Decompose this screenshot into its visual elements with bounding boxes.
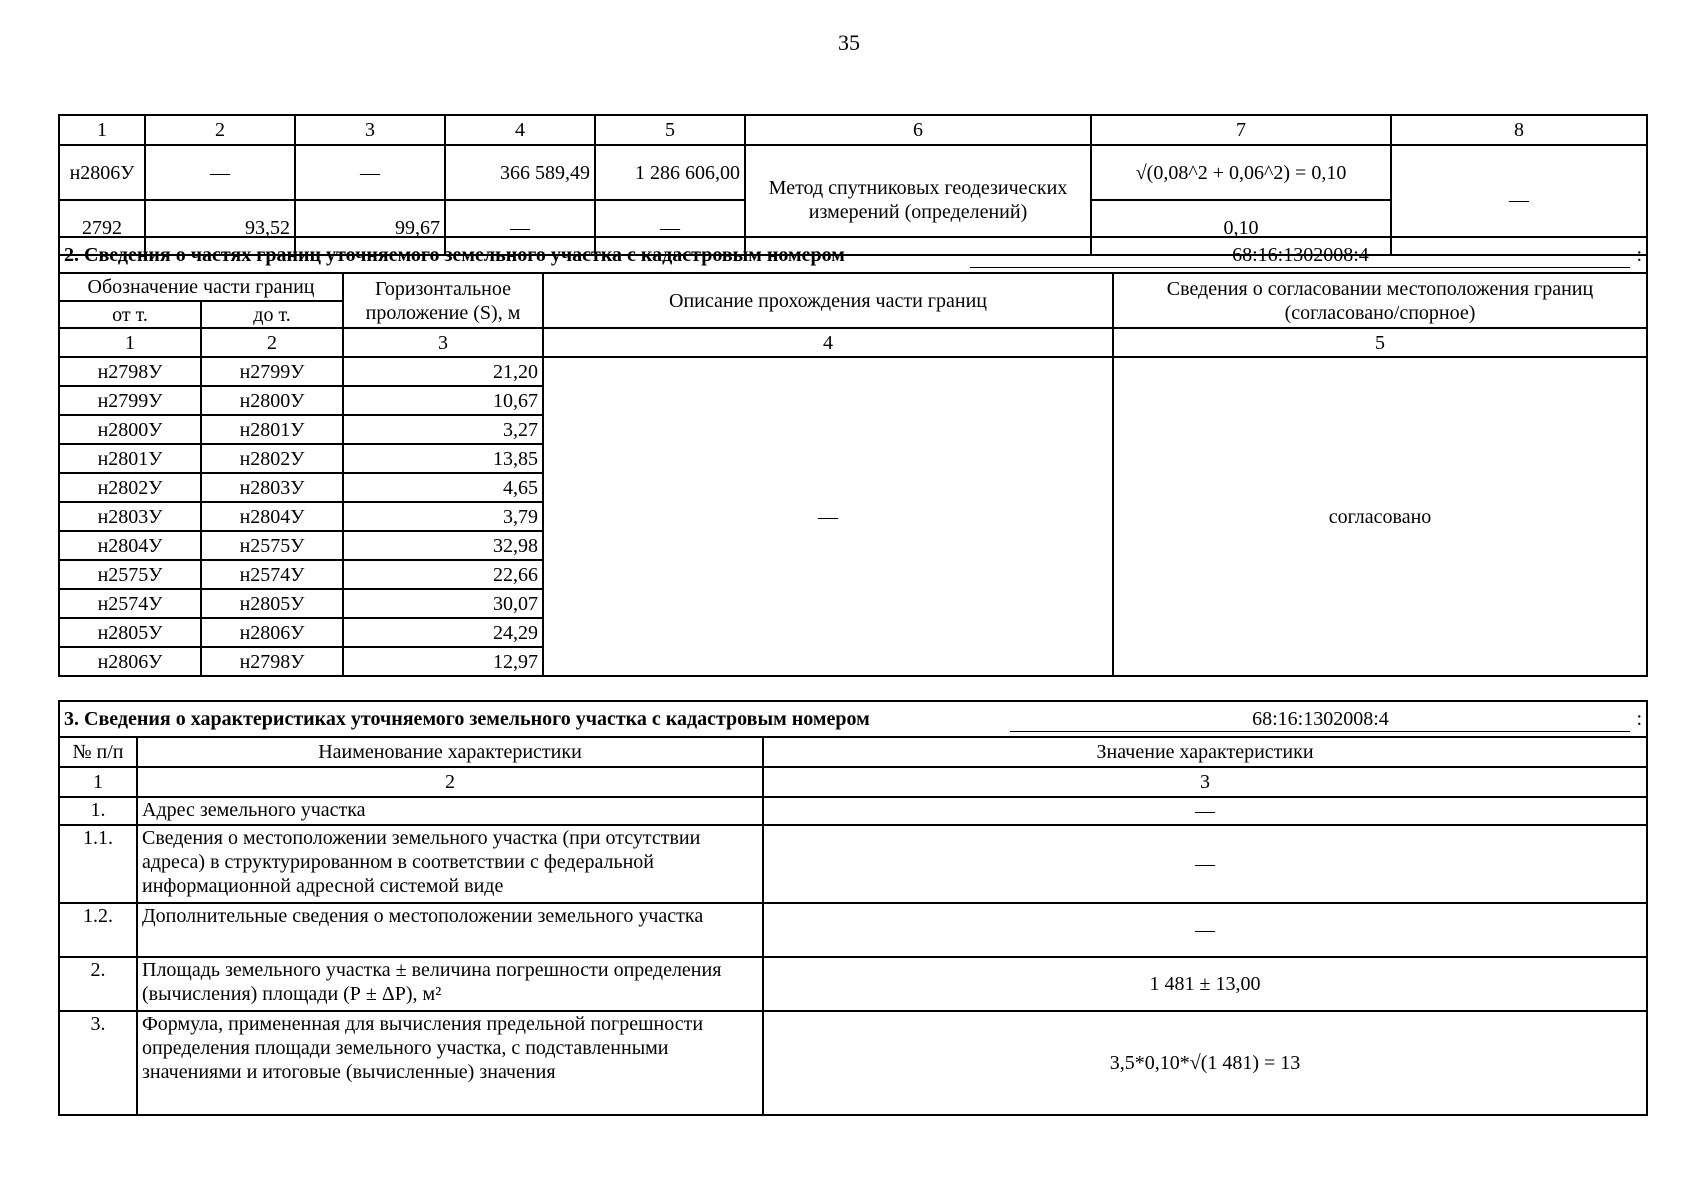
page-number: 35 [838,30,860,55]
column-number: 6 [745,115,1091,145]
column-number: 1 [59,115,145,145]
section-title: 2. Сведения о частях границ уточняемого земельного участка с кадастровым номером [64,243,845,266]
table-row [59,903,1647,957]
boundary-parts-table [58,236,1648,677]
from-point: н2800У [59,415,201,444]
row-number: 2. [59,957,137,1011]
length-value: 30,07 [343,589,543,618]
coordinate-x: — [445,200,595,255]
agreement-header: Сведения о согласовании местоположения границ (согласовано/спорное) [1113,273,1647,328]
accuracy-value: 0,10 [1091,200,1391,255]
length-value: 13,85 [343,444,543,473]
agreement-value: согласовано [1113,357,1647,676]
to-point: н2799У [201,357,343,386]
from-header: от т. [59,301,201,328]
column-number: 2 [137,767,763,797]
accuracy-formula: √(0,08^2 + 0,06^2) = 0,10 [1091,145,1391,200]
table-row [59,797,1647,825]
table-row [59,957,1647,1011]
column-number: 3 [763,767,1647,797]
coordinate-y: — [595,200,745,255]
from-point: н2803У [59,502,201,531]
length-value: 24,29 [343,618,543,647]
to-point: н2800У [201,386,343,415]
num-header: № п/п [59,737,137,767]
characteristic-value: — [763,903,1647,957]
coordinate-y: 1 286 606,00 [595,145,745,200]
from-point: н2801У [59,444,201,473]
table-row [59,1011,1647,1115]
cell: — [295,145,445,200]
column-number: 4 [445,115,595,145]
characteristic-value: 1 481 ± 13,00 [763,957,1647,1011]
length-value: 21,20 [343,357,543,386]
column-number: 5 [595,115,745,145]
method-cell: Метод спутниковых геодезических измерений (определений) [745,145,1091,255]
table-row [59,145,1647,200]
column-number: 3 [343,328,543,357]
description-header: Описание прохождения части границ [543,273,1113,328]
characteristic-name: Дополнительные сведения о местоположении земельного участка [137,903,763,957]
cell: 93,52 [145,200,295,255]
characteristic-name: Адрес земельного участка [137,797,763,825]
from-point: н2804У [59,531,201,560]
to-point: н2804У [201,502,343,531]
row-number: 1.1. [59,825,137,903]
to-point: н2806У [201,618,343,647]
coordinates-table [58,114,1648,256]
characteristic-value: — [763,825,1647,903]
row-number: 1.2. [59,903,137,957]
to-point: н2574У [201,560,343,589]
designation-header: Обозначение части границ [59,273,343,301]
column-number: 4 [543,328,1113,357]
length-value: 3,27 [343,415,543,444]
characteristic-name: Формула, примененная для вычисления предельной погрешности определения площади земельного участка, с подставленными значениями и итоговые (вычисленные) значения [137,1011,763,1115]
length-value: 22,66 [343,560,543,589]
cell: 99,67 [295,200,445,255]
to-point: н2802У [201,444,343,473]
point-name: н2806У [59,145,145,200]
to-point: н2803У [201,473,343,502]
characteristic-value: 3,5*0,10*√(1 481) = 13 [763,1011,1647,1115]
cadastral-number: 68:16:1302008:4 [970,243,1630,268]
table-number-row [59,767,1647,797]
from-point: н2805У [59,618,201,647]
column-number: 8 [1391,115,1647,145]
column-number: 2 [201,328,343,357]
description-value: — [543,357,1113,676]
characteristic-value: — [763,797,1647,825]
column-number: 5 [1113,328,1647,357]
column-number: 7 [1091,115,1391,145]
colon: : [1636,707,1643,730]
column-number: 3 [295,115,445,145]
from-point: н2799У [59,386,201,415]
point-name: 2792 [59,200,145,255]
to-point: н2801У [201,415,343,444]
coordinate-x: 366 589,49 [445,145,595,200]
table-header-row [59,273,1647,301]
characteristics-table [58,700,1648,1116]
section-title-row [59,701,1647,737]
to-point: н2575У [201,531,343,560]
length-header: Горизонтальное проложение (S), м [343,273,543,328]
column-number: 1 [59,328,201,357]
length-value: 12,97 [343,647,543,676]
table-row [59,825,1647,903]
section-title-row [59,237,1647,273]
length-value: 32,98 [343,531,543,560]
cadastral-number: 68:16:1302008:4 [1010,707,1630,732]
from-point: н2806У [59,647,201,676]
table-row [59,357,1647,386]
to-point: н2798У [201,647,343,676]
cell: — [1391,145,1647,255]
colon: : [1636,243,1643,266]
table-header-row [59,737,1647,767]
to-point: н2805У [201,589,343,618]
from-point: н2802У [59,473,201,502]
from-point: н2574У [59,589,201,618]
to-header: до т. [201,301,343,328]
from-point: н2575У [59,560,201,589]
column-number: 2 [145,115,295,145]
length-value: 10,67 [343,386,543,415]
from-point: н2798У [59,357,201,386]
length-value: 4,65 [343,473,543,502]
table-number-row [59,328,1647,357]
name-header: Наименование характеристики [137,737,763,767]
cell: — [145,145,295,200]
column-number: 1 [59,767,137,797]
table-header-row [59,115,1647,145]
section-title: 3. Сведения о характеристиках уточняемого земельного участка с кадастровым номером [64,707,870,730]
characteristic-name: Площадь земельного участка ± величина погрешности определения (вычисления) площади (Р ± ΔР), м² [137,957,763,1011]
length-value: 3,79 [343,502,543,531]
characteristic-name: Сведения о местоположении земельного участка (при отсутствии адреса) в структурированном в соответствии с федеральной информационной адресной системой виде [137,825,763,903]
row-number: 3. [59,1011,137,1115]
row-number: 1. [59,797,137,825]
value-header: Значение характеристики [763,737,1647,767]
